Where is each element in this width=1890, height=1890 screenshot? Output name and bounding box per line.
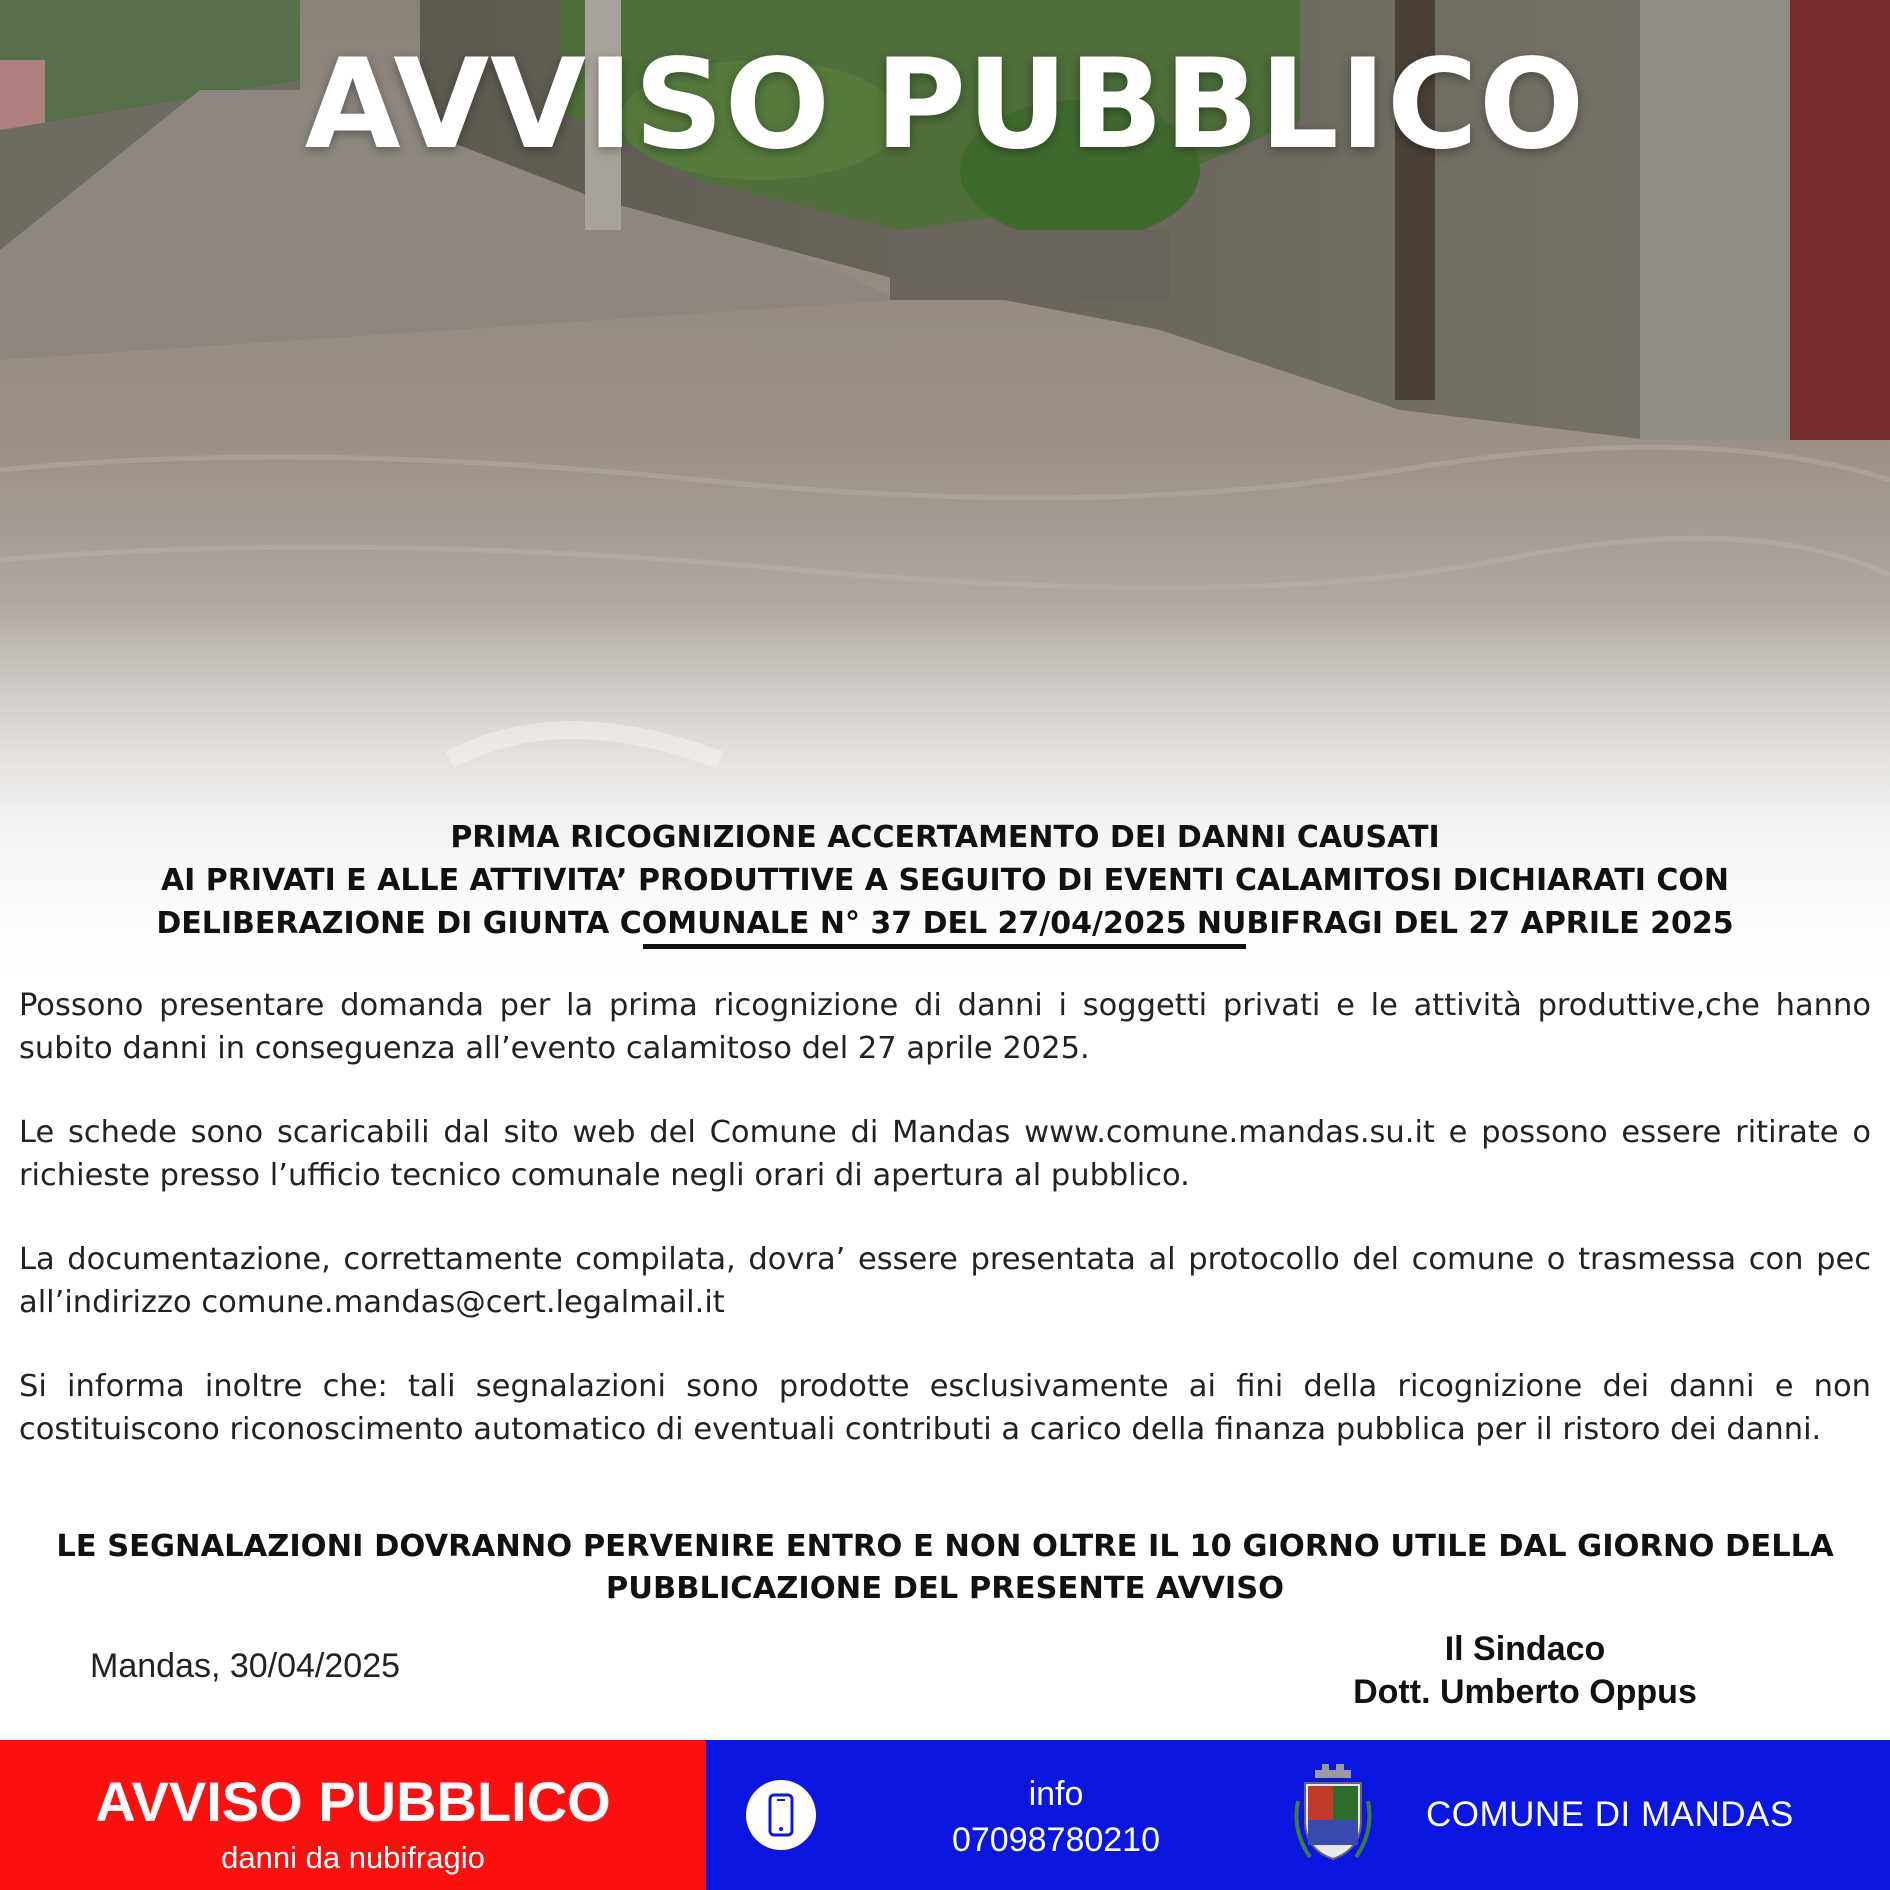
municipality-name: COMUNE DI MANDAS xyxy=(1426,1795,1794,1834)
phone-icon xyxy=(746,1780,816,1850)
footer-subtitle: danni da nubifragio xyxy=(221,1840,485,1875)
subject-heading xyxy=(60,816,1830,945)
page-title: AVVISO PUBBLICO xyxy=(304,33,1586,177)
subject-line-2: AI PRIVATI E ALLE ATTIVITA’ PRODUTTIVE A SEGUITO DI EVENTI CALAMITOSI DICHIARATI CON xyxy=(160,863,1730,898)
signature-role: Il Sindaco xyxy=(1444,1630,1606,1668)
notice-body xyxy=(19,984,1871,1492)
deadline-notice xyxy=(30,1526,1860,1610)
phone-number[interactable]: 07098780210 xyxy=(951,1821,1160,1859)
subject-line-1: PRIMA RICOGNIZIONE ACCERTAMENTO DEI DANNI CAUSATI xyxy=(450,820,1440,855)
body-paragraph: Si informa inoltre che: tali segnalazioni sono prodotte esclusivamente ai fini della ricognizione dei danni e non costituiscono riconoscimento automatico di eventuali contributi a carico della finanza pubblica per il ristoro dei danni. xyxy=(19,1369,1871,1447)
place-date: Mandas, 30/04/2025 xyxy=(90,1647,401,1685)
subject-underline xyxy=(643,944,1246,949)
body-paragraph: La documentazione, correttamente compilata, dovra’ essere presentata al protocollo del comune o trasmessa con pec all’indirizzo comune.mandas@cert.legalmail.it xyxy=(19,1242,1871,1320)
subject-line-3: DELIBERAZIONE DI GIUNTA COMUNALE N° 37 DEL 27/04/2025 NUBIFRAGI DEL 27 APRILE 2025 xyxy=(156,906,1734,941)
info-label: info xyxy=(1028,1775,1084,1813)
footer-blue-panel xyxy=(706,1740,1890,1890)
body-paragraph: Le schede sono scaricabili dal sito web del Comune di Mandas www.comune.mandas.su.it e possono essere ritirate o richieste presso l’ufficio tecnico comunale negli orari di apertura al pubblico. xyxy=(19,1115,1871,1193)
footer-title: AVVISO PUBBLICO xyxy=(95,1770,611,1833)
deadline-line-1: LE SEGNALAZIONI DOVRANNO PERVENIRE ENTRO E NON OLTRE IL 10 GIORNO UTILE DAL GIORNO DELLA xyxy=(56,1529,1834,1564)
footer-banner xyxy=(0,1740,1890,1890)
deadline-line-2: PUBBLICAZIONE DEL PRESENTE AVVISO xyxy=(605,1571,1285,1606)
signature-block xyxy=(1240,1628,1810,1714)
crest-icon xyxy=(1290,1761,1376,1869)
signature-name: Dott. Umberto Oppus xyxy=(1353,1673,1697,1711)
body-paragraph: Possono presentare domanda per la prima ricognizione di danni i soggetti privati e le attività produttive,che hanno subito danni in conseguenza all’evento calamitoso del 27 aprile 2025. xyxy=(19,988,1871,1066)
footer-red-panel xyxy=(0,1740,706,1890)
